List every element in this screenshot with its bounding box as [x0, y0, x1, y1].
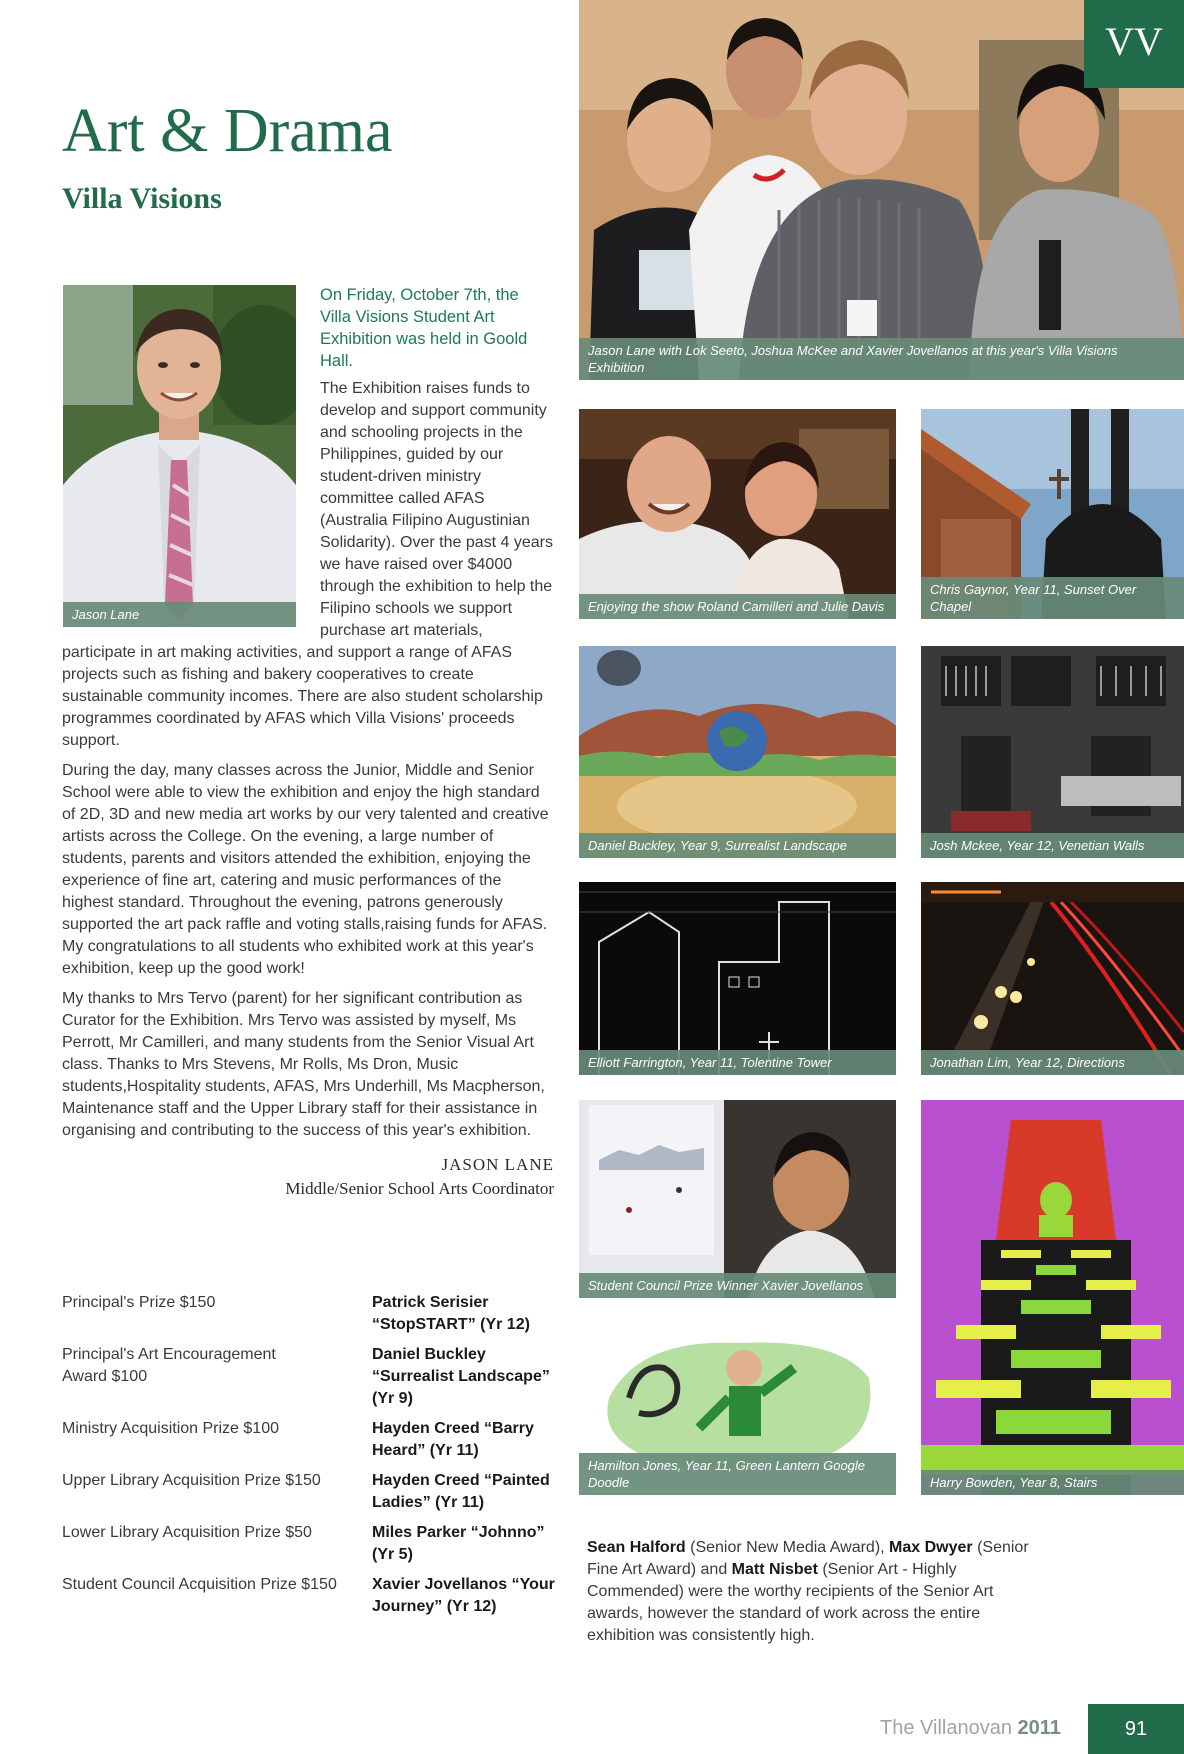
lantern-caption: Hamilton Jones, Year 11, Green Lantern Google Doodle	[579, 1453, 896, 1495]
page-number: 91	[1088, 1704, 1184, 1754]
prize-row	[62, 1418, 562, 1462]
couple-photo	[579, 409, 896, 619]
article-paragraph-3: My thanks to Mrs Tervo (parent) for her significant contribution as Curator for the Exhibition. Mrs Tervo was assisted by myself, Ms Perrott, Mr Camilleri, and many students from the Senior Visual Art class. Thanks to Mrs Stevens, Mr Rolls, Ms Dron, Music students,Hospitality students, AFAS, Mrs Underhill, Ms Macpherson, Maintenance staff and the Upper Library staff for their assistance in organising and contributing to the success of this year's exhibition.	[62, 990, 545, 1139]
portrait-spacer	[62, 378, 320, 640]
prize-label: Principal's Art Encouragement Award $100	[62, 1346, 276, 1385]
award-text-2: (Senior Fine Art Award) and	[587, 1539, 1029, 1578]
prize-label: Student Council Acquisition Prize $150	[62, 1576, 337, 1593]
signature-role: Middle/Senior School Arts Coordinator	[285, 1179, 554, 1198]
lantern-photo	[579, 1318, 896, 1495]
couple-caption: Enjoying the show Roland Camilleri and Julie Davis	[579, 594, 896, 619]
page-subtitle: Villa Visions	[62, 182, 222, 215]
directions-caption: Jonathan Lim, Year 12, Directions	[921, 1050, 1184, 1075]
prize-winner: Miles Parker “Johnno” (Yr 5)	[372, 1524, 545, 1563]
group-photo	[579, 0, 1184, 380]
publication-name	[880, 1717, 1061, 1740]
student-council-photo	[579, 1100, 896, 1298]
stairs-photo	[921, 1100, 1184, 1495]
award-text-3: (Senior Art - Highly Commended) were the worthy recipients of the Senior Art awards, however the standard of work across the entire exhibition was consistently high.	[587, 1561, 994, 1644]
landscape-photo	[579, 646, 896, 858]
walls-caption: Josh Mckee, Year 12, Venetian Walls	[921, 833, 1184, 858]
student-council-caption: Student Council Prize Winner Xavier Jovellanos	[579, 1273, 896, 1298]
landscape-caption: Daniel Buckley, Year 9, Surrealist Landscape	[579, 833, 896, 858]
article-paragraph-2: During the day, many classes across the Junior, Middle and Senior School were able to view the exhibition and enjoy the high standard of 2D, 3D and new media art works by our very talented and creative artists across the College. On the evening, a large number of students, parents and visitors attended the exhibition, enjoying the experience of fine art, catering and music performances of the highest standard. Throughout the evening, patrons generously supported the art pack raffle and voting stalls,raising funds for AFAS. My congratulations to all students who exhibited work at this year's exhibition, keep up the good work!	[62, 762, 549, 977]
prize-label: Lower Library Acquisition Prize $50	[62, 1524, 312, 1541]
prize-label: Upper Library Acquisition Prize $150	[62, 1472, 321, 1489]
prize-winner: Hayden Creed “Painted Ladies” (Yr 11)	[372, 1472, 550, 1511]
directions-photo	[921, 882, 1184, 1075]
stairs-caption: Harry Bowden, Year 8, Stairs	[921, 1470, 1184, 1495]
prize-label: Ministry Acquisition Prize $100	[62, 1420, 279, 1437]
article-intro	[320, 284, 552, 378]
prize-winner: Patrick Serisier “StopSTART” (Yr 12)	[372, 1294, 530, 1333]
award-text-1: (Senior New Media Award),	[685, 1539, 890, 1556]
prize-row	[62, 1292, 562, 1336]
page-title: Art & Drama	[62, 97, 393, 165]
prize-label: Principal's Prize $150	[62, 1294, 216, 1311]
senior-awards-text	[587, 1537, 1047, 1647]
signature-name: JASON LANE	[441, 1155, 554, 1174]
school-logo: VV	[1105, 19, 1163, 64]
prize-row	[62, 1574, 562, 1618]
award-recipient-1: Sean Halford	[587, 1539, 686, 1556]
award-recipient-2: Max Dwyer	[889, 1539, 973, 1556]
chapel-caption: Chris Gaynor, Year 11, Sunset Over Chapel	[921, 577, 1184, 619]
article-paragraph-1: The Exhibition raises funds to develop and support community and schooling projects in the Philippines, guided by our student-driven ministry committee called AFAS (Australia Filipino Augustinian Solidarity). Over the past 4 years we have raised over $4000 through the exhibition to help the Filipino schools we support purchase art materials, participate in art making activities, and support a range of AFAS projects such as fishing and bakery cooperatives to create sustainable community incomes. There are also student scholarship programmes coordinated by AFAS which Villa Visions' proceeds support.	[62, 380, 553, 749]
prize-winner: Xavier Jovellanos “Your Journey” (Yr 12)	[372, 1576, 555, 1615]
group-caption: Jason Lane with Lok Seeto, Joshua McKee and Xavier Jovellanos at this year's Villa Visions Exhibition	[579, 338, 1184, 380]
chapel-photo	[921, 409, 1184, 619]
publication-title: The Villanovan	[880, 1717, 1018, 1739]
article-lead: On Friday, October 7th, the Villa Visions Student Art Exhibition was held in Goold Hall.	[320, 286, 528, 370]
walls-photo	[921, 646, 1184, 858]
article-body	[62, 378, 554, 1210]
publication-year: 2011	[1017, 1717, 1061, 1739]
prize-row	[62, 1470, 562, 1514]
prize-row	[62, 1344, 562, 1410]
prize-list	[62, 1292, 562, 1626]
signature-block	[62, 1150, 554, 1210]
prize-row	[62, 1522, 562, 1566]
award-recipient-3: Matt Nisbet	[731, 1561, 818, 1578]
prize-winner: Daniel Buckley “Surrealist Landscape” (Yr 9)	[372, 1346, 550, 1407]
tower-photo	[579, 882, 896, 1075]
prize-winner: Hayden Creed “Barry Heard” (Yr 11)	[372, 1420, 534, 1459]
portrait-caption: Jason Lane	[63, 602, 296, 627]
tower-caption: Elliott Farrington, Year 11, Tolentine Tower	[579, 1050, 896, 1075]
